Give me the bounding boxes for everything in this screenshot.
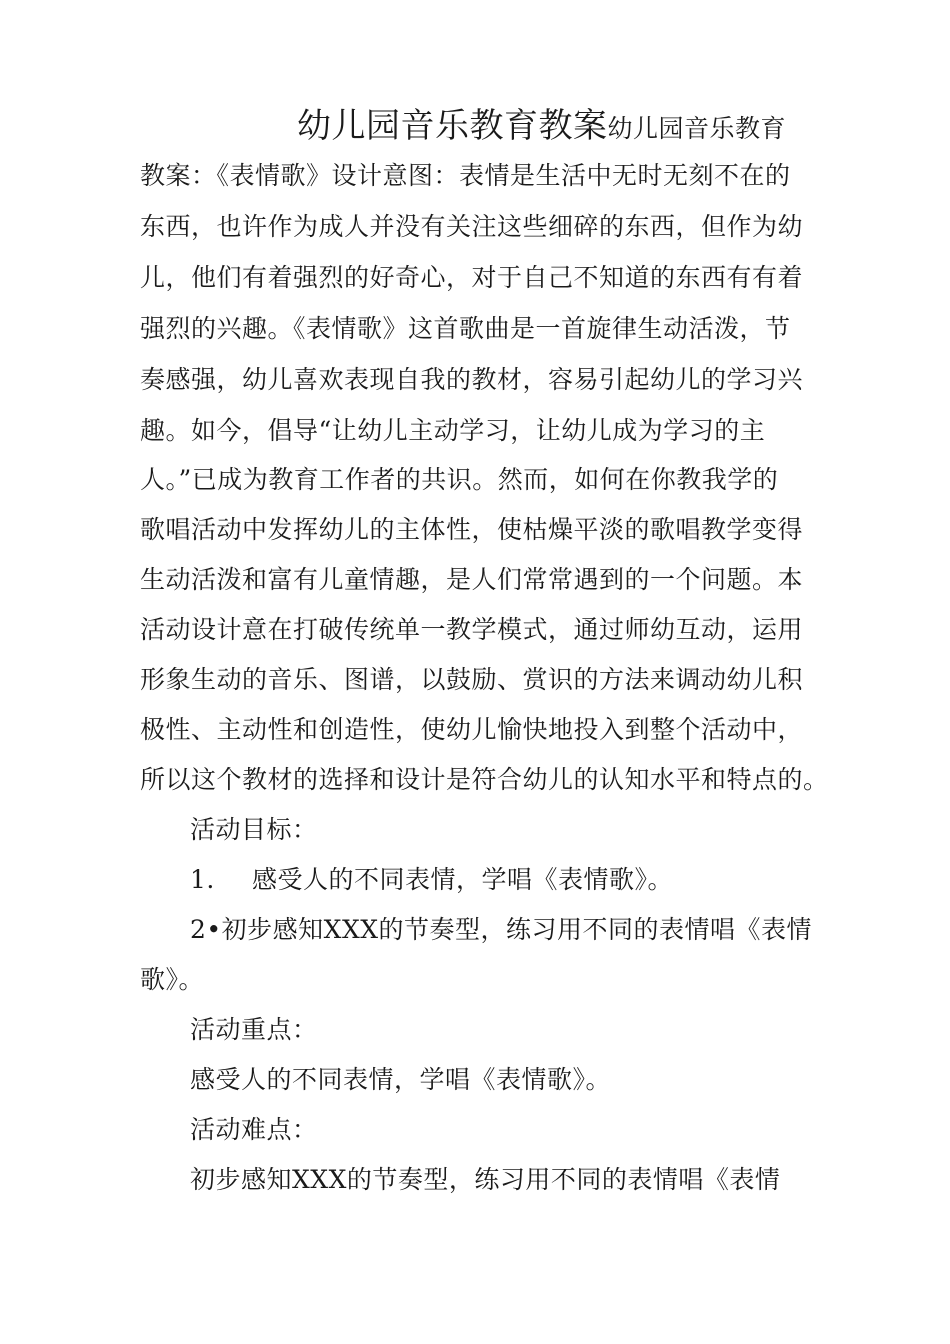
title-tail: 幼儿园音乐教育	[607, 114, 787, 143]
document-title	[297, 104, 786, 154]
goals-heading: 活动目标：	[190, 815, 318, 844]
intro-line-12: 极性、主动性和创造性，使幼儿愉快地投入到整个活动中，	[140, 715, 804, 744]
intro-line-2: 东西，也许作为成人并没有关注这些细碎的东西，但作为幼	[140, 212, 804, 241]
intro-line-5: 奏感强，幼儿喜欢表现自我的教材，容易引起幼儿的学习兴	[140, 365, 804, 394]
intro-line-11: 形象生动的音乐、图谱，以鼓励、赏识的方法来调动幼儿积	[140, 665, 804, 694]
intro-line-8: 歌唱活动中发挥幼儿的主体性，使枯燥平淡的歌唱教学变得	[140, 515, 804, 544]
intro-line-1: 教案：《表情歌》设计意图：表情是生活中无时无刻不在的	[140, 161, 791, 190]
intro-line-10: 活动设计意在打破传统单一教学模式，通过师幼互动，运用	[140, 615, 804, 644]
intro-line-3: 儿，他们有着强烈的好奇心，对于自己不知道的东西有有着	[140, 263, 804, 292]
intro-line-4: 强烈的兴趣。《表情歌》这首歌曲是一首旋律生动活泼，节	[140, 314, 791, 343]
key-text: 感受人的不同表情，学唱《表情歌》。	[190, 1065, 612, 1094]
intro-line-7: 人。”已成为教育工作者的共识。然而，如何在你教我学的	[140, 465, 779, 494]
key-heading: 活动重点：	[190, 1015, 318, 1044]
goal-1-text: 感受人的不同表情，学唱《表情歌》。	[252, 865, 674, 894]
difficulty-text: 初步感知XXX的节奏型，练习用不同的表情唱《表情	[190, 1165, 781, 1194]
goal-item-2-line-1: 2•初步感知XXX的节奏型，练习用不同的表情唱《表情	[190, 915, 813, 944]
intro-line-9: 生动活泼和富有儿童情趣，是人们常常遇到的一个问题。本	[140, 565, 804, 594]
difficulty-heading: 活动难点：	[190, 1115, 318, 1144]
goal-item-2-line-2: 歌》。	[140, 965, 205, 994]
intro-line-13: 所以这个教材的选择和设计是符合幼儿的认知水平和特点的。	[140, 765, 829, 794]
goal-item-1	[190, 863, 673, 897]
goal-1-number: 1.	[190, 865, 215, 894]
title-main: 幼儿园音乐教育教案	[297, 106, 608, 146]
intro-line-6: 趣。如今，倡导“让幼儿主动学习，让幼儿成为学习的主	[140, 416, 766, 445]
